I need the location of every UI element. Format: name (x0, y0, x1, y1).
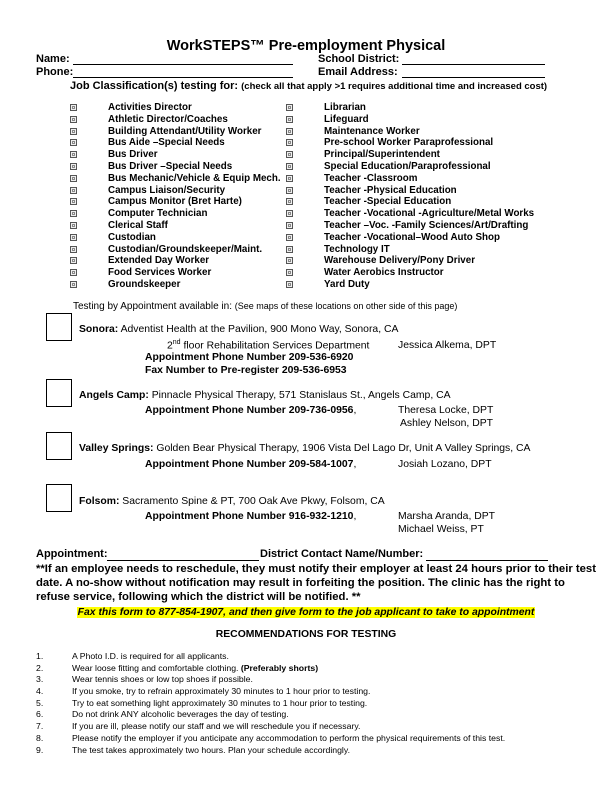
job-option[interactable] (70, 185, 290, 197)
job-option[interactable] (286, 185, 566, 197)
valley-springs-phone: Appointment Phone Number 209-584-1007 (145, 459, 354, 470)
job-option[interactable] (286, 279, 566, 291)
recommendation-emphasis: (Preferably shorts) (240, 662, 319, 673)
job-option-label: Clerical Staff (108, 219, 168, 231)
sonora-checkbox[interactable] (46, 313, 72, 341)
job-option-label: Librarian (324, 102, 366, 113)
recommendation-number: 1. (36, 651, 44, 661)
fax-instruction (0, 602, 612, 620)
recommendation-text: Please notify the employer if you anticipate any accommodation to perform the physical requirements of this test. (72, 732, 506, 743)
job-option[interactable] (70, 244, 290, 256)
angels-camp-phone: Appointment Phone Number 209-736-0956 (145, 405, 354, 416)
recommendation-number: 6. (36, 709, 44, 720)
folsom-comma: , (353, 511, 357, 522)
job-option[interactable] (70, 173, 290, 185)
checkbox-icon[interactable] (70, 116, 77, 123)
recommendation-number: 9. (36, 744, 44, 755)
job-option-label: Teacher -Special Education (324, 196, 452, 208)
job-option-label: Bus Driver (108, 149, 158, 161)
job-option-label: Custodian (108, 231, 156, 243)
testing-sites-intro (73, 301, 457, 312)
sites-intro-text: Testing by Appointment available in: (73, 301, 232, 312)
job-option-label: Bus Driver –Special Needs (108, 160, 233, 172)
job-heading-text: Job Classification(s) testing for: (70, 80, 239, 92)
checkbox-icon[interactable] (286, 281, 293, 288)
checkbox-icon[interactable] (286, 187, 293, 194)
angels-camp-phone-line (145, 405, 356, 416)
district-contact-field[interactable] (426, 560, 548, 561)
checkbox-icon[interactable] (70, 222, 77, 229)
name-field[interactable] (73, 64, 293, 65)
folsom-contact-1: Marsha Aranda, DPT (398, 511, 496, 522)
recommendation-text: Try to eat something light approximately 30 minutes to 1 hour prior to testing. (72, 697, 368, 708)
folsom-contact-2: Michael Weiss, PT (398, 524, 484, 535)
sonora-city: Sonora: (79, 324, 119, 335)
job-option-label: Teacher -Classroom (324, 172, 418, 184)
school-district-label: School District: (318, 53, 400, 65)
angels-camp-contact-1: Theresa Locke, DPT (398, 405, 494, 416)
district-contact-label: District Contact Name/Number: (260, 548, 424, 560)
sonora-fax: Fax Number to Pre-register 209-536-6953 (145, 365, 347, 376)
job-option[interactable] (70, 126, 290, 138)
sonora-floor (167, 339, 369, 351)
checkbox-icon[interactable] (286, 116, 293, 123)
sonora-phone: Appointment Phone Number 209-536-6920 (145, 352, 354, 363)
angels-camp-contact-2: Ashley Nelson, DPT (400, 418, 493, 429)
job-option[interactable] (286, 173, 566, 185)
folsom-checkbox[interactable] (46, 484, 72, 512)
checkbox-icon[interactable] (70, 234, 77, 241)
school-district-field[interactable] (402, 64, 545, 65)
job-option-label: Activities Director (108, 102, 192, 113)
checkbox-icon[interactable] (286, 104, 293, 111)
checkbox-icon[interactable] (70, 281, 77, 288)
checkbox-icon[interactable] (70, 163, 77, 170)
checkbox-icon[interactable] (286, 198, 293, 205)
job-option[interactable] (286, 244, 566, 256)
recommendation-text: If you are ill, please notify our staff and we will reschedule you if necessary. (72, 721, 361, 732)
valley-springs-location (79, 443, 530, 454)
checkbox-icon[interactable] (70, 104, 77, 111)
job-option-label: Custodian/Groundskeeper/Maint. (108, 243, 263, 255)
job-option[interactable] (70, 102, 290, 114)
checkbox-icon[interactable] (70, 257, 77, 264)
recommendation-text: Wear tennis shoes or low top shoes if possible. (72, 674, 253, 685)
sonora-floor-suffix: nd (172, 339, 181, 346)
page-title: WorkSTEPS™ Pre-employment Physical (166, 38, 446, 54)
angels-camp-checkbox[interactable] (46, 379, 72, 407)
checkbox-icon[interactable] (286, 234, 293, 241)
email-label: Email Address: (318, 66, 398, 78)
recommendation-number: 4. (36, 686, 44, 697)
job-option-label: Technology IT (324, 243, 390, 255)
job-option[interactable] (286, 220, 566, 232)
phone-label: Phone: (36, 66, 74, 78)
job-option-label: Food Services Worker (108, 267, 212, 279)
job-option-label: Bus Mechanic/Vehicle & Equip Mech. (108, 172, 281, 184)
job-classification-heading (70, 80, 547, 92)
checkbox-icon[interactable] (70, 151, 77, 158)
checkbox-icon[interactable] (286, 246, 293, 253)
job-option[interactable] (286, 208, 566, 220)
recommendation-text: Wear loose fitting and comfortable clothing. (Preferably shorts) (72, 662, 319, 673)
job-option-label: Building Attendant/Utility Worker (108, 125, 262, 137)
job-option-label: Maintenance Worker (324, 125, 420, 137)
checkbox-icon[interactable] (70, 246, 77, 253)
recommendation-text: Do not drink ANY alcoholic beverages the day of testing. (72, 709, 289, 720)
valley-springs-checkbox[interactable] (46, 432, 72, 460)
job-option[interactable] (286, 137, 566, 149)
job-option[interactable] (286, 149, 566, 161)
checkbox-icon[interactable] (286, 222, 293, 229)
valley-springs-city: Valley Springs: (79, 443, 154, 454)
job-option[interactable] (286, 126, 566, 138)
valley-springs-contact: Josiah Lozano, DPT (398, 459, 492, 470)
recommendation-number: 3. (36, 674, 44, 685)
checkbox-icon[interactable] (70, 210, 77, 217)
job-option-label: Yard Duty (324, 278, 370, 290)
recommendations-heading: RECOMMENDATIONS FOR TESTING (215, 629, 397, 640)
job-option[interactable] (286, 161, 566, 173)
folsom-location (79, 496, 385, 507)
recommendation-text: If you smoke, try to refrain approximately 30 minutes to 1 hour prior to testing. (72, 686, 371, 697)
fax-instruction-text: Fax this form to 877-854-1907, and then give form to the job applicant to take to appointment (77, 607, 535, 618)
name-label: Name: (36, 53, 70, 65)
reschedule-warning: **If an employee needs to reschedule, they must notify their employer at least 24 hours prior to their test date. A no-show without notification may result in forfeiting the position. The clinic has the right to refuse service, following which the district will be notified. ** (36, 563, 596, 604)
angels-camp-city: Angels Camp: (79, 390, 149, 401)
job-option-label: Pre-school Worker Paraprofessional (324, 137, 494, 149)
recommendation-number: 2. (36, 662, 44, 673)
job-option-label: Principal/Superintendent (324, 149, 440, 161)
job-option[interactable] (70, 220, 290, 232)
job-option[interactable] (286, 102, 566, 114)
sonora-location (79, 324, 398, 335)
sonora-floor-text: floor Rehabilitation Services Department (183, 340, 370, 352)
job-option-label: Athletic Director/Coaches (108, 113, 228, 125)
checkbox-icon[interactable] (286, 257, 293, 264)
job-option-label: Warehouse Delivery/Pony Driver (324, 255, 476, 267)
job-list-left (70, 102, 290, 291)
job-option[interactable] (70, 208, 290, 220)
recommendation-number: 5. (36, 697, 44, 708)
job-option[interactable] (286, 232, 566, 244)
angels-camp-comma: , (353, 405, 357, 416)
job-option[interactable] (70, 149, 290, 161)
job-option-label: Campus Liaison/Security (108, 184, 226, 196)
checkbox-icon[interactable] (286, 151, 293, 158)
job-option-label: Teacher –Voc. -Family Sciences/Art/Drafting (324, 219, 529, 231)
recommendation-number: 8. (36, 732, 44, 743)
phone-field[interactable] (73, 77, 293, 78)
folsom-phone: Appointment Phone Number 916-932-1210 (145, 511, 354, 522)
checkbox-icon[interactable] (286, 139, 293, 146)
recommendation-number: 7. (36, 721, 44, 732)
valley-springs-comma: , (353, 459, 357, 470)
job-option-label: Bus Aide –Special Needs (108, 137, 225, 149)
appointment-field[interactable] (107, 560, 259, 561)
checkbox-icon[interactable] (286, 269, 293, 276)
folsom-phone-line (145, 511, 356, 522)
job-option-label: Teacher -Physical Education (324, 184, 457, 196)
job-option-label: Teacher -Vocational–Wood Auto Shop (324, 231, 500, 243)
checkbox-icon[interactable] (286, 128, 293, 135)
job-option-label: Special Education/Paraprofessional (324, 160, 491, 172)
job-option-label: Teacher -Vocational -Agriculture/Metal Works (324, 208, 535, 220)
checkbox-icon[interactable] (70, 175, 77, 182)
job-option[interactable] (70, 255, 290, 267)
job-option-label: Computer Technician (108, 208, 208, 220)
job-option[interactable] (70, 114, 290, 126)
checkbox-icon[interactable] (70, 139, 77, 146)
recommendation-text: A Photo I.D. is required for all applicants. (72, 651, 229, 661)
checkbox-icon[interactable] (70, 198, 77, 205)
sonora-address: Adventist Health at the Pavilion, 900 Mono Way, Sonora, CA (120, 324, 399, 335)
valley-springs-address: Golden Bear Physical Therapy, 1906 Vista Del Lago Dr, Unit A Valley Springs, CA (156, 443, 531, 454)
checkbox-icon[interactable] (286, 175, 293, 182)
job-option[interactable] (70, 137, 290, 149)
job-option[interactable] (70, 232, 290, 244)
sonora-contact: Jessica Alkema, DPT (398, 340, 497, 351)
job-option[interactable] (286, 196, 566, 208)
sonora-floor-number: 2 (167, 340, 173, 352)
job-list-right (286, 102, 566, 291)
appointment-label: Appointment: (36, 548, 108, 560)
job-option-label: Extended Day Worker (108, 255, 210, 267)
checkbox-icon[interactable] (286, 210, 293, 217)
angels-camp-location (79, 390, 451, 401)
job-option-label: Campus Monitor (Bret Harte) (108, 196, 242, 208)
job-option[interactable] (70, 196, 290, 208)
email-field[interactable] (402, 77, 545, 78)
job-option-label: Groundskeeper (108, 278, 181, 290)
checkbox-icon[interactable] (70, 128, 77, 135)
angels-camp-address: Pinnacle Physical Therapy, 571 Stanislaus St., Angels Camp, CA (151, 390, 451, 401)
job-option-label: Lifeguard (324, 113, 369, 125)
job-option[interactable] (286, 267, 566, 279)
job-heading-note: (check all that apply >1 requires additional time and increased cost) (241, 81, 548, 92)
job-option[interactable] (70, 279, 290, 291)
folsom-city: Folsom: (79, 496, 120, 507)
checkbox-icon[interactable] (286, 163, 293, 170)
job-option[interactable] (286, 114, 566, 126)
valley-springs-phone-line (145, 459, 356, 470)
folsom-address: Sacramento Spine & PT, 700 Oak Ave Pkwy, Folsom, CA (122, 496, 385, 507)
checkbox-icon[interactable] (70, 269, 77, 276)
job-option[interactable] (286, 255, 566, 267)
sites-intro-note: (See maps of these locations on other side of this page) (234, 301, 458, 311)
recommendation-text: The test takes approximately two hours. Plan your schedule accordingly. (72, 744, 350, 755)
checkbox-icon[interactable] (70, 187, 77, 194)
job-option-label: Water Aerobics Instructor (324, 267, 444, 279)
job-option[interactable] (70, 267, 290, 279)
job-option[interactable] (70, 161, 290, 173)
